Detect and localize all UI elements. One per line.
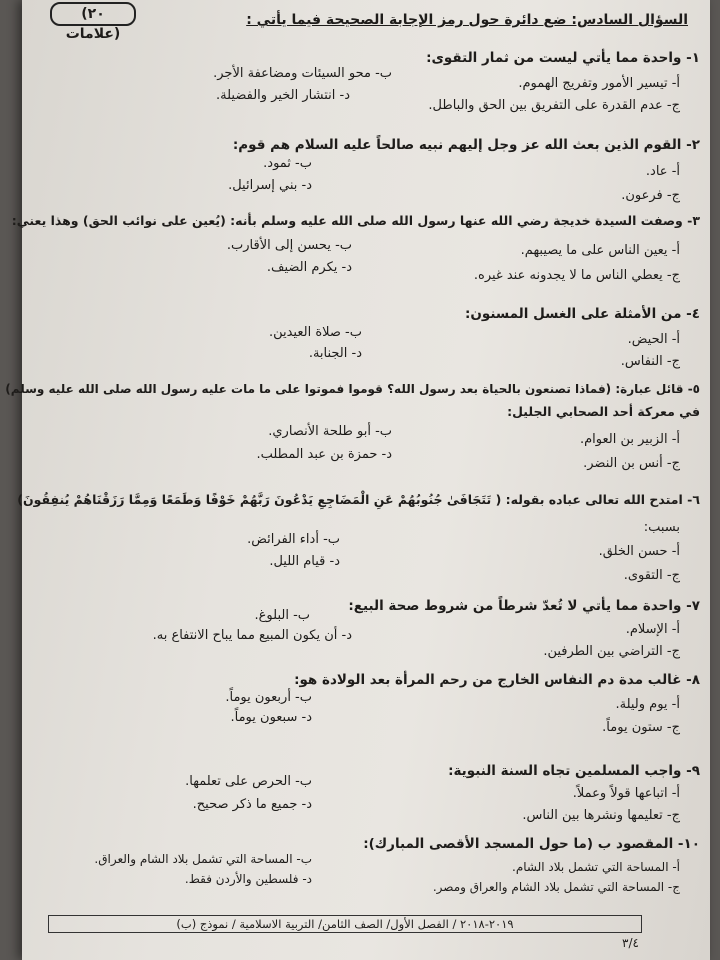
q9-option-b[interactable]: ب- الحرص على تعلمها. bbox=[185, 774, 312, 789]
q2-option-a[interactable]: أ- عاد. bbox=[645, 164, 680, 179]
q8-option-b[interactable]: ب- أربعون يوماً. bbox=[225, 690, 312, 705]
q7-option-d[interactable]: د- أن يكون المبيع مما يباح الانتفاع به. bbox=[152, 628, 352, 643]
q4-option-c[interactable]: ج- النفاس. bbox=[620, 354, 680, 369]
q8-option-a[interactable]: أ- يوم وليلة. bbox=[615, 697, 680, 712]
q6-option-c[interactable]: ج- التقوى. bbox=[623, 568, 680, 583]
page-number: ٣/٤ bbox=[622, 936, 639, 950]
q9-option-d[interactable]: د- جميع ما ذكر صحيح. bbox=[192, 797, 312, 812]
question-6-continuation: بسبب: bbox=[643, 520, 680, 535]
q7-option-c[interactable]: ج- التراضي بين الطرفين. bbox=[543, 644, 680, 659]
q10-option-b[interactable]: ب- المساحة التي تشمل بلاد الشام والعراق. bbox=[94, 852, 312, 866]
question-5-continuation: في معركة أحد الصحابي الجليل: bbox=[507, 404, 700, 419]
q4-option-a[interactable]: أ- الحيض. bbox=[627, 332, 680, 347]
q1-option-d[interactable]: د- انتشار الخير والفضيلة. bbox=[216, 88, 350, 103]
q10-option-d[interactable]: د- فلسطين والأردن فقط. bbox=[184, 872, 312, 886]
question-text: المقصود ب (ما حول المسجد الأقصى المبارك): bbox=[363, 836, 674, 852]
question-text: قائل عبارة: (فماذا تصنعون بالحياة بعد رسول الله؟ قوموا فموتوا على ما مات عليه رسول الله صلى الله عليه وسلم) bbox=[5, 382, 684, 396]
q7-option-b[interactable]: ب- البلوغ. bbox=[254, 608, 310, 623]
q5-option-d[interactable]: د- حمزة بن عبد المطلب. bbox=[256, 447, 392, 462]
question-number: ٤- bbox=[686, 306, 700, 322]
q1-option-a[interactable]: أ- تيسير الأمور وتفريج الهموم. bbox=[518, 76, 680, 91]
q6-option-b[interactable]: ب- أداء الفرائض. bbox=[247, 532, 340, 547]
question-4 bbox=[465, 306, 700, 322]
question-10 bbox=[363, 836, 700, 852]
question-text: وصفت السيدة خديجة رضي الله عنها رسول الله صلى الله عليه وسلم بأنه: (يُعين على نوائب الحق) وهذا يعني: bbox=[11, 213, 683, 228]
question-2 bbox=[233, 137, 700, 153]
q10-option-a[interactable]: أ- المساحة التي تشمل بلاد الشام. bbox=[512, 860, 680, 874]
q9-option-a[interactable]: أ- اتباعها قولاً وعملاً. bbox=[572, 786, 680, 801]
q4-option-d[interactable]: د- الجنابة. bbox=[308, 346, 362, 361]
q2-option-b[interactable]: ب- ثمود. bbox=[263, 156, 312, 171]
q2-option-d[interactable]: د- بني إسرائيل. bbox=[228, 178, 312, 193]
question-number: ١٠- bbox=[677, 836, 700, 852]
q5-option-c[interactable]: ج- أنس بن النضر. bbox=[583, 456, 680, 471]
footer-bar: ٢٠١٩-٢٠١٨ / الفصل الأول/ الصف الثامن/ التربية الاسلامية / نموذج (ب) bbox=[48, 915, 642, 933]
q1-option-c[interactable]: ج- عدم القدرة على التفريق بين الحق والباطل. bbox=[428, 98, 680, 113]
q8-option-d[interactable]: د- سبعون يوماً. bbox=[230, 710, 312, 725]
score-label: (٢٠ علامات) bbox=[50, 2, 136, 26]
question-number: ١- bbox=[686, 50, 700, 66]
question-number: ٥- bbox=[687, 382, 700, 396]
question-text: واحدة مما يأتي لا تُعدّ شرطاً من شروط صحة البيع: bbox=[348, 598, 682, 614]
exam-page bbox=[5, 0, 710, 960]
question-number: ٨- bbox=[686, 672, 700, 688]
q3-option-b[interactable]: ب- يحسن إلى الأقارب. bbox=[226, 238, 352, 253]
q3-option-c[interactable]: ج- يعطي الناس ما لا يجدونه عند غيره. bbox=[473, 268, 680, 283]
section-header: السؤال السادس: ضع دائرة حول رمز الإجابة الصحيحة فيما يأتي : bbox=[246, 12, 688, 28]
q3-option-a[interactable]: أ- يعين الناس على ما يصيبهم. bbox=[520, 243, 680, 258]
q10-option-c[interactable]: ج- المساحة التي تشمل بلاد الشام والعراق ومصر. bbox=[432, 880, 680, 894]
q6-option-a[interactable]: أ- حسن الخلق. bbox=[598, 544, 680, 559]
q5-option-b[interactable]: ب- أبو طلحة الأنصاري. bbox=[268, 424, 392, 439]
question-number: ٣- bbox=[687, 213, 700, 228]
question-7 bbox=[348, 598, 700, 614]
question-6 bbox=[17, 492, 700, 507]
question-1 bbox=[426, 50, 700, 66]
question-text: امتدح الله تعالى عباده بقوله: ( تَتَجَافَىٰ جُنُوبُهُمْ عَنِ الْمَضَاجِعِ يَدْعُونَ رَبَّهُمْ خَوْفًا وَطَمَعًا وَمِمَّا رَزَقْنَاهُمْ يُنفِقُونَ) bbox=[17, 492, 683, 507]
question-3 bbox=[12, 213, 700, 228]
question-text: القوم الذين بعث الله عز وجل إليهم نبيه صالحاً عليه السلام هم قوم: bbox=[232, 137, 682, 153]
q2-option-c[interactable]: ج- فرعون. bbox=[621, 188, 680, 203]
q8-option-c[interactable]: ج- ستون يوماً. bbox=[602, 720, 680, 735]
question-9 bbox=[448, 763, 700, 779]
question-number: ٩- bbox=[686, 763, 700, 779]
question-text: من الأمثلة على الغسل المسنون: bbox=[465, 306, 682, 322]
question-number: ٦- bbox=[687, 492, 700, 507]
q7-option-a[interactable]: أ- الإسلام. bbox=[625, 622, 680, 637]
question-8 bbox=[294, 672, 700, 688]
question-text: واجب المسلمين تجاه السنة النبوية: bbox=[448, 763, 682, 779]
question-number: ٢- bbox=[686, 137, 700, 153]
q4-option-b[interactable]: ب- صلاة العيدين. bbox=[268, 325, 362, 340]
question-number: ٧- bbox=[686, 598, 700, 614]
question-5 bbox=[5, 382, 700, 396]
q1-option-b[interactable]: ب- محو السيئات ومضاعفة الأجر. bbox=[213, 66, 392, 81]
q5-option-a[interactable]: أ- الزبير بن العوام. bbox=[579, 432, 680, 447]
q9-option-c[interactable]: ج- تعليمها ونشرها بين الناس. bbox=[522, 808, 680, 823]
question-text: غالب مدة دم النفاس الخارج من رحم المرأة بعد الولادة هو: bbox=[294, 672, 682, 688]
q6-option-d[interactable]: د- قيام الليل. bbox=[269, 554, 340, 569]
q3-option-d[interactable]: د- يكرم الضيف. bbox=[266, 260, 352, 275]
question-text: واحدة مما يأتي ليست من ثمار التقوى: bbox=[426, 50, 682, 66]
